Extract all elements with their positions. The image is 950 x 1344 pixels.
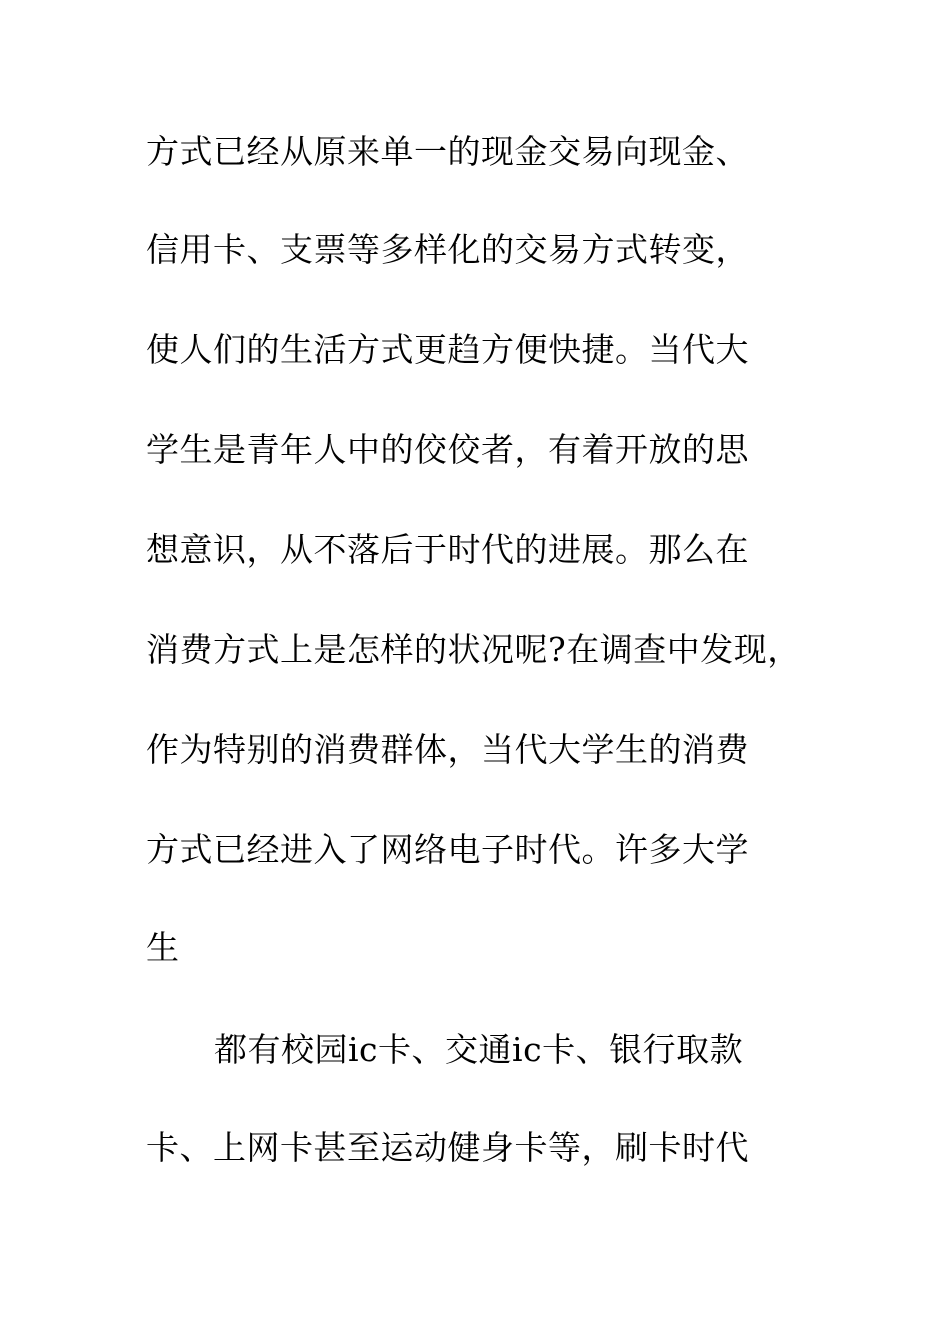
paragraph-2-line-2: 卡、上网卡甚至运动健身卡等，刷卡时代 <box>146 1128 749 1167</box>
text-line-1: 方式已经从原来单一的现金交易向现金、 <box>146 132 749 171</box>
text-line-5: 想意识，从不落后于时代的进展。那么在 <box>146 530 749 569</box>
text-line-3: 使人们的生活方式更趋方便快捷。当代大 <box>146 330 749 369</box>
text-line-6: 消费方式上是怎样的状况呢?在调查中发现， <box>146 630 801 669</box>
text-line-8: 方式已经进入了网络电子时代。许多大学 <box>146 830 749 869</box>
paragraph-2-line-1: 都有校园ic卡、交通ic卡、银行取款 <box>214 1030 744 1069</box>
text-line-2: 信用卡、支票等多样化的交易方式转变， <box>146 230 749 269</box>
text-line-7: 作为特别的消费群体，当代大学生的消费 <box>146 730 749 769</box>
text-line-4: 学生是青年人中的佼佼者，有着开放的思 <box>146 430 749 469</box>
text-line-9: 生 <box>146 928 180 967</box>
